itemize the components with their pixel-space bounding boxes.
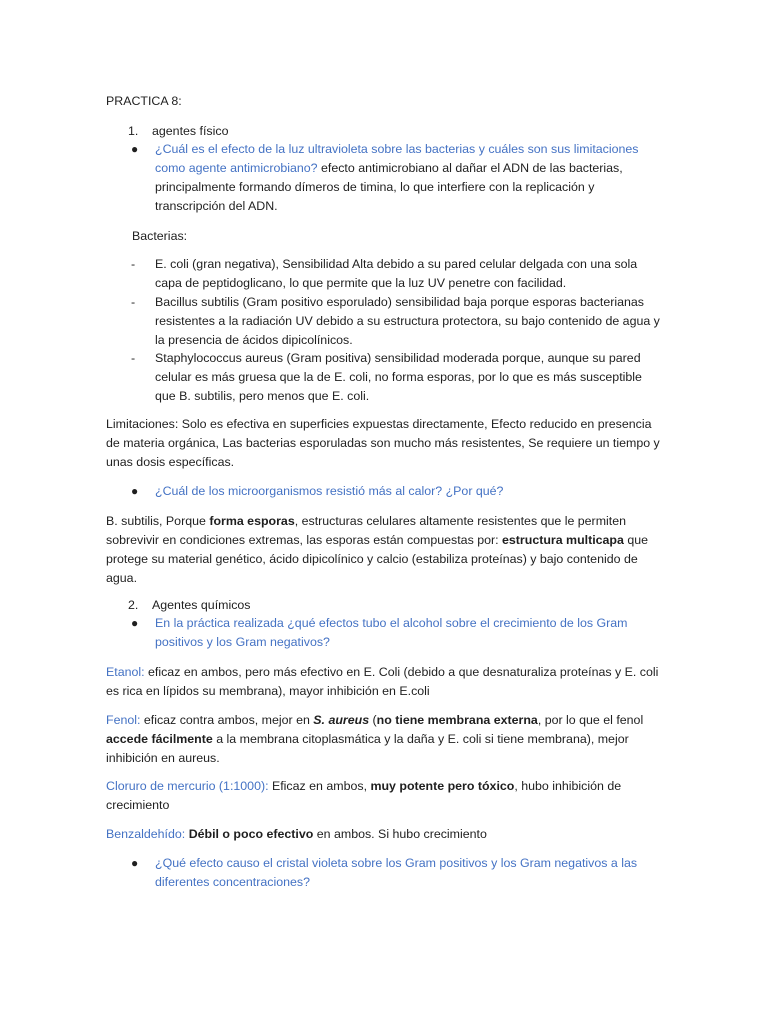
- answer-calor-bold: estructura multicapa: [502, 533, 624, 547]
- question-uv-text: ¿Cuál es el efecto de la luz ultravioleta sobre las bacterias y cuáles son sus limitaciones como agente antimicrobiano?: [155, 142, 639, 175]
- section-1-number: 1.: [128, 124, 139, 138]
- fenol-paragraph: [106, 711, 666, 768]
- cloruro-paragraph: [106, 777, 666, 815]
- cloruro-text: Eficaz en ambos,: [268, 779, 371, 793]
- section-2-title: Agentes químicos: [152, 598, 251, 612]
- answer-calor-text: que protege su material genético, ácido dipicolínico y calcio (estabiliza proteínas) y bajo contenido de agua.: [106, 533, 649, 585]
- answer-calor-text: B. subtilis, Porque: [106, 514, 210, 528]
- etanol-label: Etanol:: [106, 665, 145, 679]
- fenol-text: eficaz contra ambos, mejor en: [140, 713, 314, 727]
- fenol-bold-italic: S. aureus: [313, 713, 370, 727]
- answer-calor-text: , estructuras celulares altamente resistentes que le permiten sobrevivir en condiciones extremas, las esporas están compuestas por:: [106, 514, 626, 547]
- fenol-text: a la membrana citoplasmática y la daña y E. coli si tiene membrana), mejor inhibición en aureus.: [106, 732, 629, 765]
- bullet-icon: ●: [131, 616, 139, 630]
- answer-uv-text: efecto antimicrobiano al dañar el ADN de las bacterias, principalmente formando dímeros de timina, lo que interfiere con la replicación y transcripción del ADN.: [155, 161, 623, 213]
- fenol-bold: accede fácilmente: [106, 732, 213, 746]
- bullet-icon: ●: [131, 142, 139, 156]
- bullet-icon: ●: [131, 484, 139, 498]
- etanol-paragraph: [106, 663, 666, 701]
- benzaldehido-paragraph: [106, 825, 666, 844]
- dash-icon: -: [131, 257, 136, 271]
- benzaldehido-bold: Débil o poco efectivo: [188, 827, 314, 841]
- cloruro-text: , hubo inhibición de crecimiento: [106, 779, 622, 812]
- bacterias-label: Bacterias:: [132, 229, 188, 243]
- etanol-text: eficaz en ambos, pero más efectivo en E. Coli (debido a que desnaturaliza proteínas y E. coli es rica en lípidos su membrana), mayor inhibición en E.coli: [106, 665, 659, 698]
- answer-calor-bold: forma esporas: [209, 514, 295, 528]
- dash-icon: -: [131, 295, 136, 309]
- fenol-label: Fenol:: [106, 713, 141, 727]
- limitaciones-paragraph: Limitaciones: Solo es efectiva en superficies expuestas directamente, Efecto reducido en presencia de materia orgánica, Las bacterias esporuladas son mucho más resistentes, Se requiere un tiempo y unas dosis específicas.: [106, 417, 660, 469]
- fenol-bold: no tiene membrana externa: [376, 713, 538, 727]
- fenol-text: (: [369, 713, 377, 727]
- question-calor: ¿Cuál de los microorganismos resistió más al calor? ¿Por qué?: [155, 484, 504, 498]
- bacteria-item: Bacillus subtilis (Gram positivo esporulado) sensibilidad baja porque esporas bacterianas resistentes a la radiación UV debido a su estructura protectora, su bajo contenido de agua y la presencia de ácidos dipicolínicos.: [155, 295, 660, 347]
- bacteria-item: E. coli (gran negativa), Sensibilidad Alta debido a su pared celular delgada con una sola capa de peptidoglicano, lo que permite que la luz UV penetre con facilidad.: [155, 257, 638, 290]
- benzaldehido-text: en ambos. Si hubo crecimiento: [313, 827, 487, 841]
- question-cristal: ¿Qué efecto causo el cristal violeta sobre los Gram positivos y los Gram negativos a las diferentes concentraciones?: [155, 856, 638, 889]
- question-alcohol: En la práctica realizada ¿qué efectos tubo el alcohol sobre el crecimiento de los Gram positivos y los Gram negativos?: [155, 616, 628, 649]
- page-title: PRACTICA 8:: [106, 94, 182, 108]
- section-1-title: agentes físico: [152, 124, 229, 138]
- answer-calor-paragraph: [106, 512, 666, 588]
- question-uv: [155, 140, 660, 216]
- benzaldehido-label: Benzaldehído:: [106, 827, 186, 841]
- bacteria-item: Staphylococcus aureus (Gram positiva) sensibilidad moderada porque, aunque su pared celular es más gruesa que la de E. coli, no forma esporas, por lo que es más susceptible que B. subtilis, pero menos que E. coli.: [155, 351, 642, 403]
- dash-icon: -: [131, 351, 136, 365]
- bullet-icon: ●: [131, 856, 139, 870]
- cloruro-bold: muy potente pero tóxico: [370, 779, 515, 793]
- cloruro-label: Cloruro de mercurio (1:1000):: [106, 779, 269, 793]
- fenol-text: , por lo que el fenol: [537, 713, 644, 727]
- section-2-number: 2.: [128, 598, 139, 612]
